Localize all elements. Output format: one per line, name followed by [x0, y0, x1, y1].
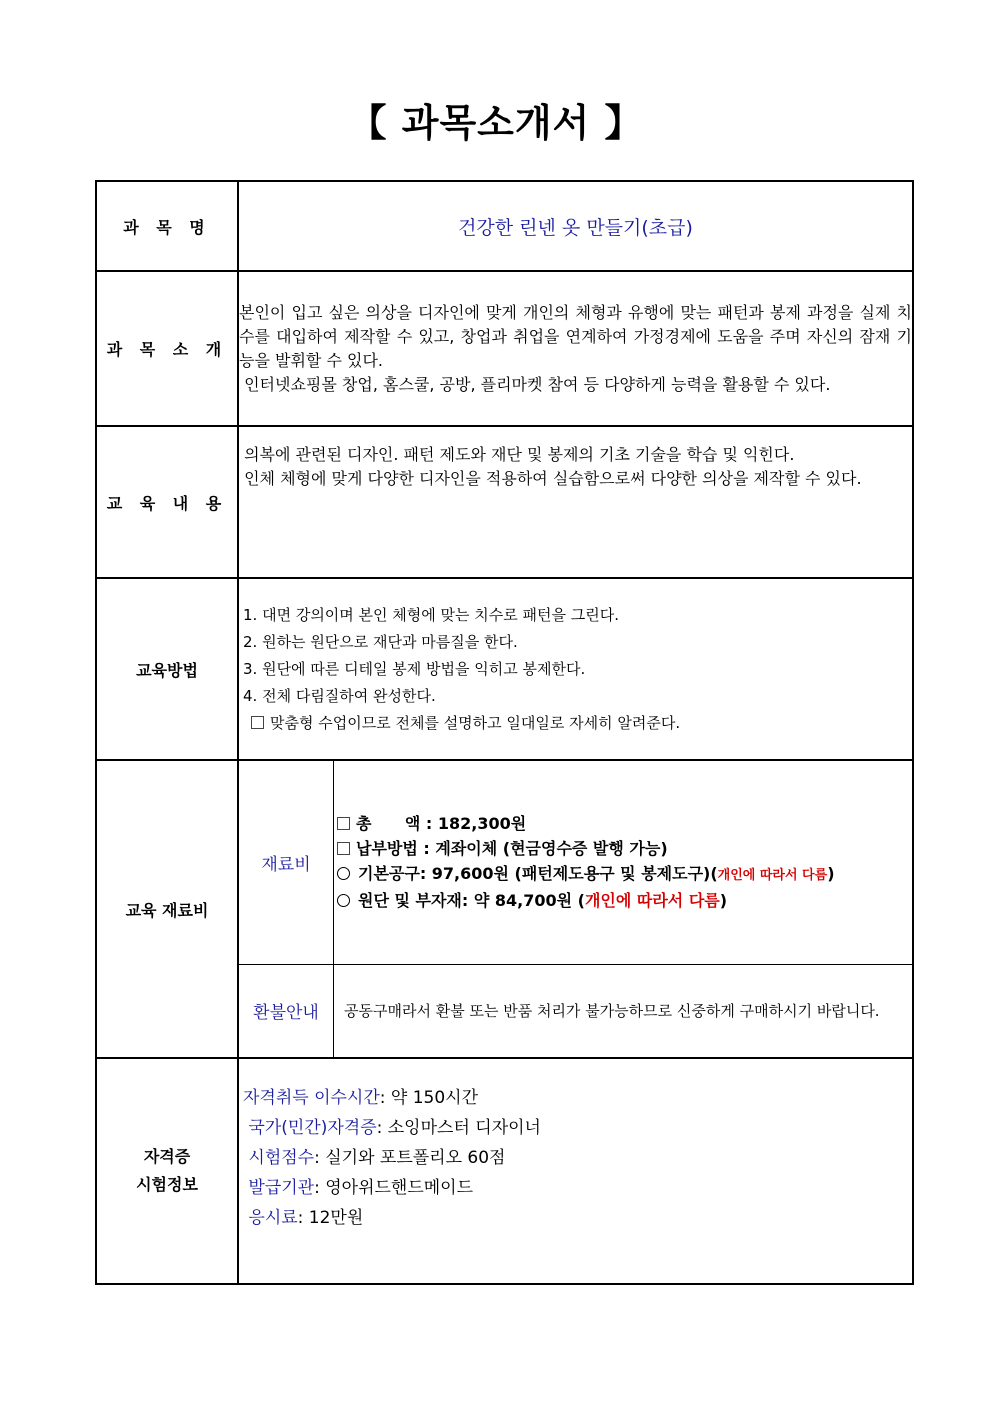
cert-fee-key: 응시료 [243, 1208, 298, 1228]
fee-inner-table [239, 761, 912, 1057]
course-table [95, 180, 914, 1285]
subject-value: 건강한 린넨 옷 만들기(초급) [238, 181, 913, 271]
fee-tools [334, 861, 912, 888]
fee-payment-text: 납부방법 : 계좌이체 (현금영수증 발행 가능) [356, 839, 668, 859]
fee-total-text: 총 액 : 182,300원 [356, 814, 527, 834]
fee-tools-text: 기본공구: 97,600원 (패턴제도용구 및 봉제도구)( [358, 864, 718, 884]
fee-payment [334, 836, 912, 861]
cert-license-key: 국가(민간)자격증 [243, 1118, 377, 1138]
content-label: 교 육 내 용 [96, 426, 238, 578]
intro-row [96, 271, 913, 426]
checkbox-square-icon [337, 842, 350, 855]
checkbox-square-icon [251, 716, 264, 729]
fee-fabric-note: 개인에 따라서 다름 [584, 891, 720, 911]
document-title: 【 과목소개서 】 [348, 100, 644, 145]
fee-row [96, 760, 913, 1058]
refund-text: 공동구매라서 환불 또는 반품 처리가 불가능하므로 신중하게 구매하시기 바랍니다. [334, 964, 913, 1057]
cert-license-value: : 소잉마스터 디자이너 [376, 1118, 541, 1138]
cert-fee-value: : 12만원 [297, 1208, 364, 1228]
material-label: 재료비 [239, 761, 334, 964]
method-item-4: 4. 전체 다림질하여 완성한다. [243, 686, 436, 705]
fee-tools-note: 개인에 따라서 다름 [717, 868, 828, 884]
cert-row [96, 1058, 913, 1284]
method-row [96, 578, 913, 760]
cert-issuer [239, 1173, 912, 1203]
fee-tools-end: ) [827, 864, 835, 884]
cert-fee [239, 1203, 912, 1233]
intro-cell [238, 271, 913, 426]
checkbox-square-icon [337, 817, 350, 830]
content-row [96, 426, 913, 578]
cert-hours-value: : 약 150시간 [379, 1088, 479, 1108]
method-note-text: 맞춤형 수업이므로 전체를 설명하고 일대일로 자세히 알려준다. [270, 713, 681, 732]
subject-row [96, 181, 913, 271]
fee-fabric [334, 888, 912, 913]
intro-text-2: 인터넷쇼핑몰 창업, 홈스쿨, 공방, 플리마켓 참여 등 다양하게 능력을 활용할 수 있다. [239, 374, 831, 394]
cert-cell [238, 1058, 913, 1284]
method-cell [238, 578, 913, 760]
cert-license [239, 1113, 912, 1143]
fee-cell [238, 760, 913, 1058]
fee-label: 교육 재료비 [96, 760, 238, 1058]
fee-fabric-end: ) [719, 891, 728, 911]
method-item-3: 3. 원단에 따른 디테일 봉제 방법을 익히고 봉제한다. [243, 659, 586, 678]
material-cell [334, 761, 913, 964]
cert-label [96, 1058, 238, 1284]
cert-issuer-key: 발급기관 [243, 1178, 315, 1198]
fee-total [334, 811, 912, 836]
refund-row [239, 964, 912, 1057]
fee-fabric-text: 원단 및 부자재: 약 84,700원 ( [358, 891, 585, 911]
method-label: 교육방법 [96, 578, 238, 760]
content-text-2: 인체 체형에 맞게 다양한 디자인을 적용하여 실습함으로써 다양한 의상을 제작할 수 있다. [239, 469, 862, 488]
cert-score-key: 시험점수 [243, 1148, 315, 1168]
circle-bullet-icon [337, 867, 350, 880]
intro-label: 과 목 소 개 [96, 271, 238, 426]
method-item-2: 2. 원하는 원단으로 재단과 마름질을 한다. [243, 632, 518, 651]
cert-issuer-value: : 영아위드핸드메이드 [314, 1178, 474, 1198]
circle-bullet-icon [337, 894, 350, 907]
subject-label: 과 목 명 [96, 181, 238, 271]
refund-label: 환불안내 [239, 964, 334, 1057]
cert-score-value: : 실기와 포트폴리오 60점 [314, 1148, 506, 1168]
cert-hours-key: 자격취득 이수시간 [243, 1088, 380, 1108]
cert-hours [239, 1083, 912, 1113]
method-note [239, 710, 912, 737]
cert-label-1: 자격증 [143, 1147, 191, 1166]
intro-text: 본인이 입고 싶은 의상을 디자인에 맞게 개인의 체형과 유행에 맞는 패턴과 봉제 과정을 실제 치수를 대입하여 제작할 수 있고, 창업과 취업을 연계하여 가정경제에 도움을 주며 자신의 잠재 기능을 발휘할 수 있다. [239, 302, 912, 370]
method-item-1: 1. 대면 강의이며 본인 체형에 맞는 치수로 패턴을 그린다. [243, 605, 620, 624]
content-cell [238, 426, 913, 578]
material-row [239, 761, 912, 964]
cert-label-2: 시험정보 [136, 1175, 198, 1194]
cert-score [239, 1143, 912, 1173]
content-text: 의복에 관련된 디자인. 패턴 제도와 재단 및 봉제의 기초 기술을 학습 및 익힌다. [239, 445, 795, 464]
